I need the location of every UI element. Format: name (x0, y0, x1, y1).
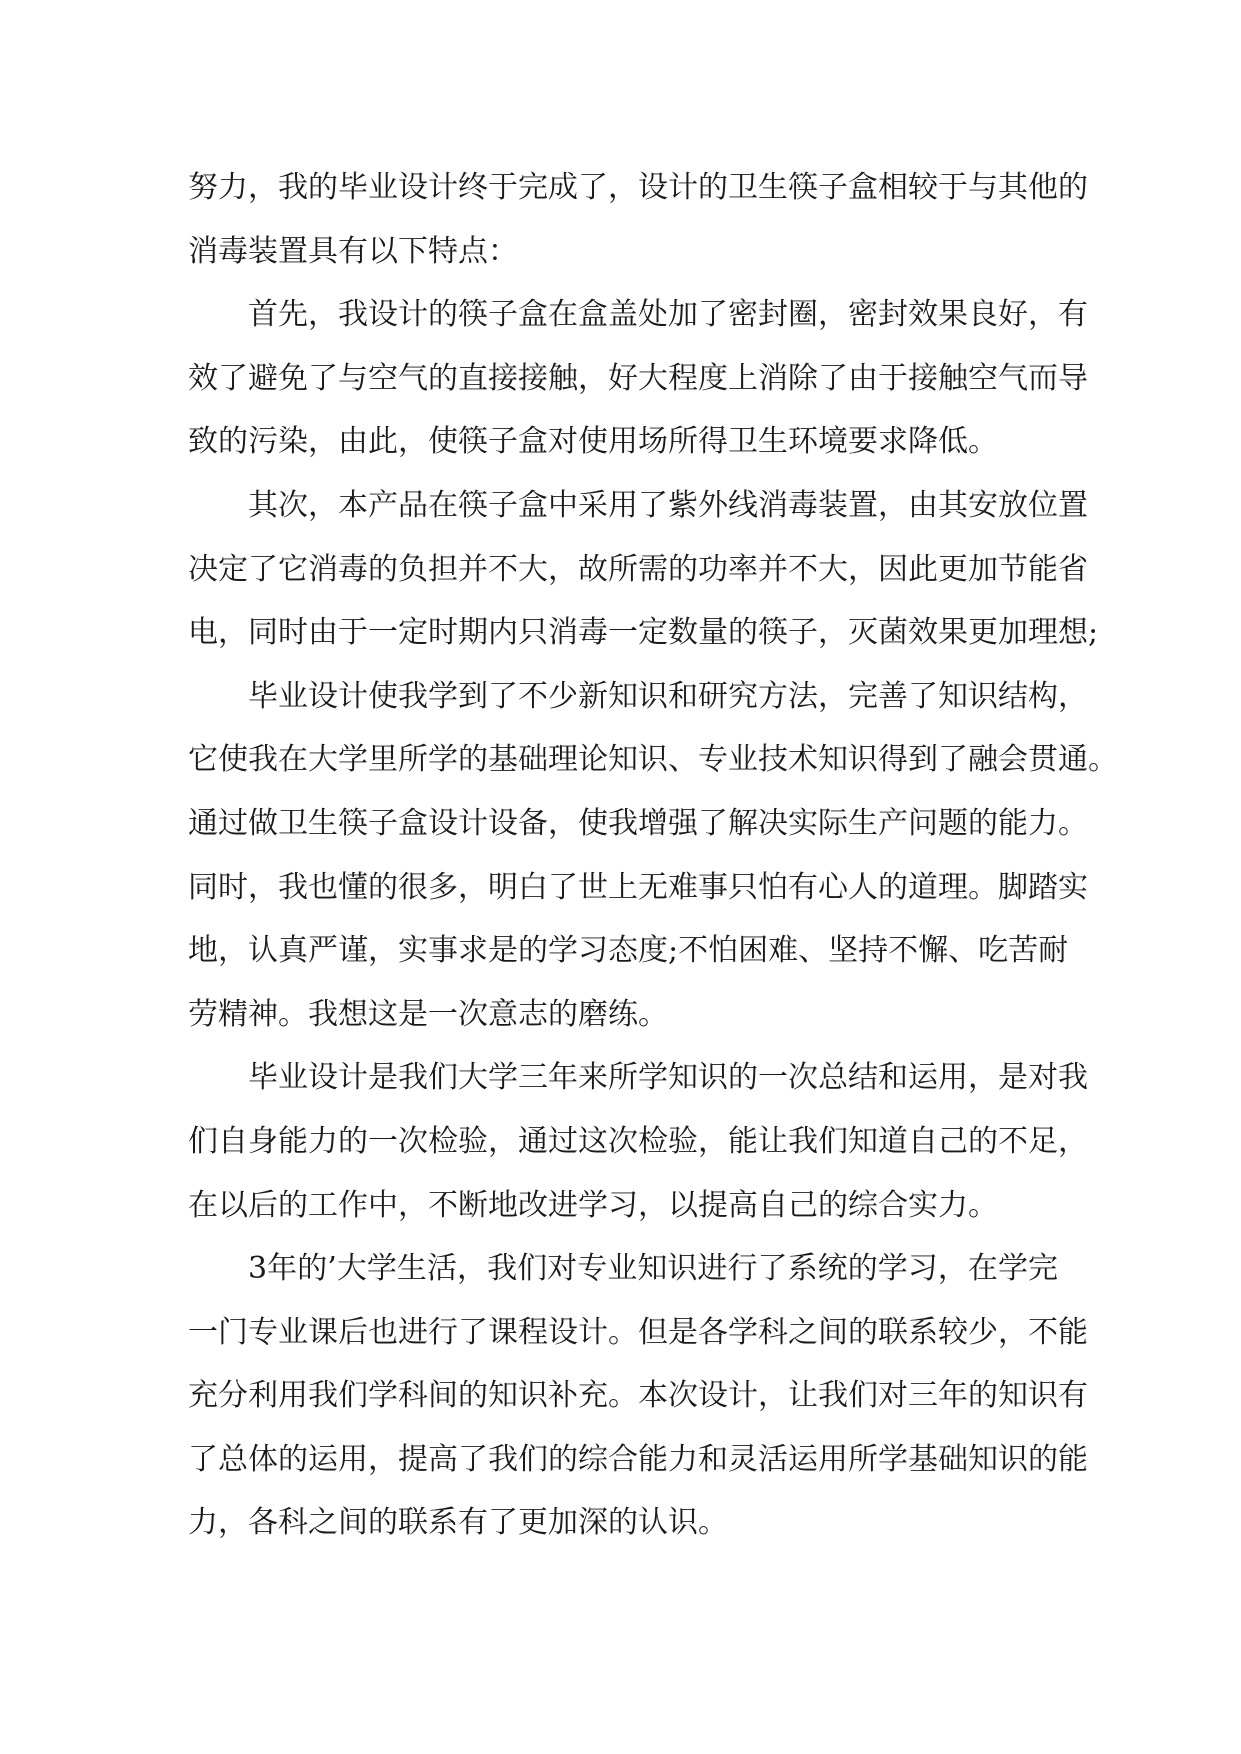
paragraph (188, 283, 1088, 474)
text-line: 首先，我设计的筷子盒在盒盖处加了密封圈，密封效果良好，有 (248, 297, 1088, 333)
paragraph (188, 1046, 1088, 1237)
text-line: 在以后的工作中，不断地改进学习，以提高自己的综合实力。 (188, 1187, 998, 1223)
text-line: 效了避免了与空气的直接接触，好大程度上消除了由于接触空气而导 (188, 360, 1088, 396)
text-line: 地，认真严谨，实事求是的学习态度;不怕困难、坚持不懈、吃苦耐 (188, 933, 1069, 969)
paragraph (188, 156, 1088, 283)
text-line: 它使我在大学里所学的基础理论知识、专业技术知识得到了融会贯通。 (188, 742, 1118, 778)
text-line: 电，同时由于一定时期内只消毒一定数量的筷子，灭菌效果更加理想; (188, 615, 1099, 651)
text-line: 决定了它消毒的负担并不大，故所需的功率并不大，因此更加节能省 (188, 551, 1088, 587)
text-line: 致的污染，由此，使筷子盒对使用场所得卫生环境要求降低。 (188, 424, 998, 460)
paragraph (188, 665, 1118, 1047)
text-line: 了总体的运用，提高了我们的综合能力和灵活运用所学基础知识的能 (188, 1441, 1088, 1477)
paragraph (188, 1237, 1088, 1555)
text-line: 一门专业课后也进行了课程设计。但是各学科之间的联系较少，不能 (188, 1314, 1088, 1350)
paragraph (188, 474, 1099, 665)
text-line: 消毒装置具有以下特点： (188, 233, 518, 269)
text-line: 通过做卫生筷子盒设计设备，使我增强了解决实际生产问题的能力。 (188, 805, 1088, 841)
text-line: 其次，本产品在筷子盒中采用了紫外线消毒装置，由其安放位置 (248, 487, 1088, 523)
document-page (188, 156, 1118, 1555)
text-line: 力，各科之间的联系有了更加深的认识。 (188, 1505, 728, 1541)
text-line: 们自身能力的一次检验，通过这次检验，能让我们知道自己的不足， (188, 1123, 1088, 1159)
text-line: 毕业设计是我们大学三年来所学知识的一次总结和运用，是对我 (248, 1060, 1088, 1096)
text-line: 3年的’大学生活，我们对专业知识进行了系统的学习，在学完 (248, 1251, 1058, 1287)
text-line: 充分利用我们学科间的知识补充。本次设计，让我们对三年的知识有 (188, 1378, 1088, 1414)
text-line: 努力，我的毕业设计终于完成了，设计的卫生筷子盒相较于与其他的 (188, 170, 1088, 205)
text-line: 毕业设计使我学到了不少新知识和研究方法，完善了知识结构， (248, 678, 1088, 714)
text-line: 同时，我也懂的很多，明白了世上无难事只怕有心人的道理。脚踏实 (188, 869, 1088, 905)
text-line: 劳精神。我想这是一次意志的磨练。 (188, 996, 668, 1032)
